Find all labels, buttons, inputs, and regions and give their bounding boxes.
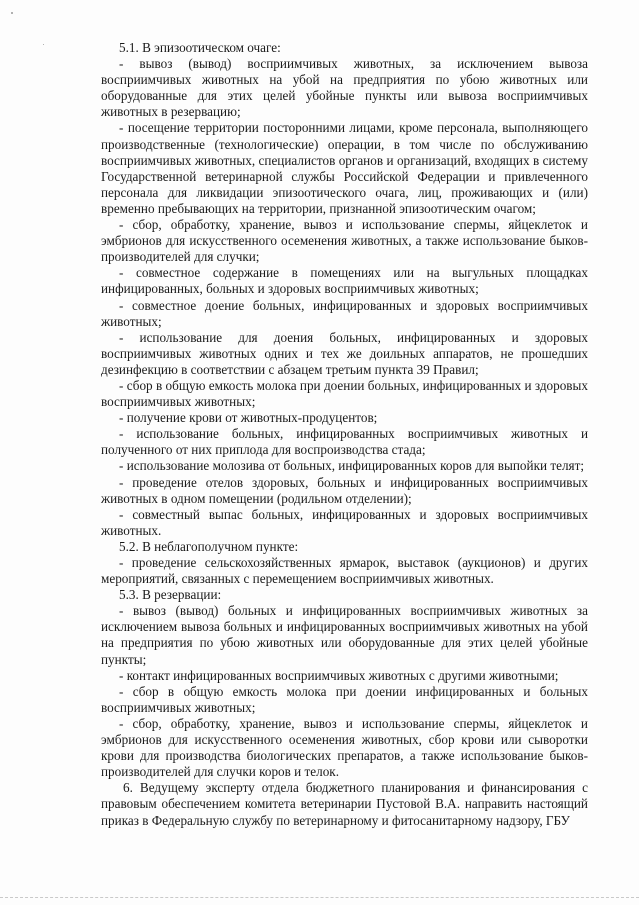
list-item: - посещение территории посторонними лицами, кроме персонала, выполняющего производственные (технологические) операции, в том числе по обслуживанию восприимчивых животных, специалистов органов и организаций, входящих в систему Государственной ветеринарной службы Российской Федерации и привлеченного персонала для ликвидации эпизоотического очага, лиц, проживающих и (или) временно пребывающих на территории, признанной эпизоотическим очагом; bbox=[101, 120, 588, 216]
list-item: - использование молозива от больных, инфицированных коров для выпойки телят; bbox=[119, 458, 585, 474]
list-item: - сбор, обработку, хранение, вывоз и использование спермы, яйцеклеток и эмбрионов для искусственного осеменения животных, а также использование быков-производителей для случки; bbox=[101, 217, 588, 265]
scan-speck bbox=[43, 44, 44, 45]
list-item: - вывоз (вывод) больных и инфицированных восприимчивых животных за исключением вывоза больных и инфицированных восприимчивых животных на убой на предприятия по убою животных или оборудованные для этих целей убойные пункты; bbox=[101, 603, 588, 667]
list-item: - вывоз (вывод) восприимчивых животных, за исключением вывоза восприимчивых животных на убой на предприятия по убою животных или оборудованные для этих целей убойные пункты или вывоза восприимчивых животных в резервацию; bbox=[101, 56, 588, 120]
list-item: - сбор в общую емкость молока при доении инфицированных и больных восприимчивых животных; bbox=[101, 683, 588, 715]
list-item: - использование больных, инфицированных восприимчивых животных и полученного от них приплода для воспроизводства стада; bbox=[101, 426, 588, 458]
scan-speck bbox=[11, 12, 13, 14]
scan-edge-line bbox=[0, 897, 639, 899]
section-heading: 5.3. В резервации: bbox=[119, 587, 222, 603]
list-item: - совместное содержание в помещениях или на выгульных площадках инфицированных, больных и здоровых восприимчивых животных; bbox=[101, 265, 588, 297]
document-body bbox=[101, 40, 588, 829]
list-item: - получение крови от животных-продуцентов; bbox=[119, 410, 378, 426]
list-item: - сбор, обработку, хранение, вывоз и использование спермы, яйцеклеток и эмбрионов для искусственного осеменения животных, сбор крови или сыворотки крови для производства биологических препаратов, а также использование быков-производителей для случки коров и телок. bbox=[101, 715, 588, 780]
list-item: - использование для доения больных, инфицированных и здоровых восприимчивых животных одних и тех же доильных аппаратов, не прошедших дезинфекцию в соответствии с абзацем третьим пункта 39 Правил; bbox=[101, 329, 588, 377]
list-item: - проведение отелов здоровых, больных и инфицированных восприимчивых животных в одном помещении (родильном отделении); bbox=[101, 474, 588, 506]
numbered-paragraph: 6. Ведущему эксперту отдела бюджетного планирования и финансирования с правовым обеспечением комитета ветеринарии Пустовой В.А. направить настоящий приказ в Федеральную службу по ветеринарному и фитосанитарному надзору, ГБУ bbox=[101, 780, 588, 828]
list-item: - контакт инфицированных восприимчивых животных с другими животными; bbox=[119, 667, 559, 683]
list-item: - совместное доение больных, инфицированных и здоровых восприимчивых животных; bbox=[101, 297, 588, 329]
section-heading: 5.2. В неблагополучном пункте: bbox=[119, 538, 299, 554]
list-item: - сбор в общую емкость молока при доении больных, инфицированных и здоровых восприимчивых животных; bbox=[101, 377, 588, 410]
list-item: - совместный выпас больных, инфицированных и здоровых восприимчивых животных. bbox=[101, 506, 588, 538]
section-heading: 5.1. В эпизоотическом очаге: bbox=[119, 40, 281, 55]
list-item: - проведение сельскохозяйственных ярмарок, выставок (аукционов) и других мероприятий, связанных с перемещением восприимчивых животных. bbox=[101, 555, 588, 587]
